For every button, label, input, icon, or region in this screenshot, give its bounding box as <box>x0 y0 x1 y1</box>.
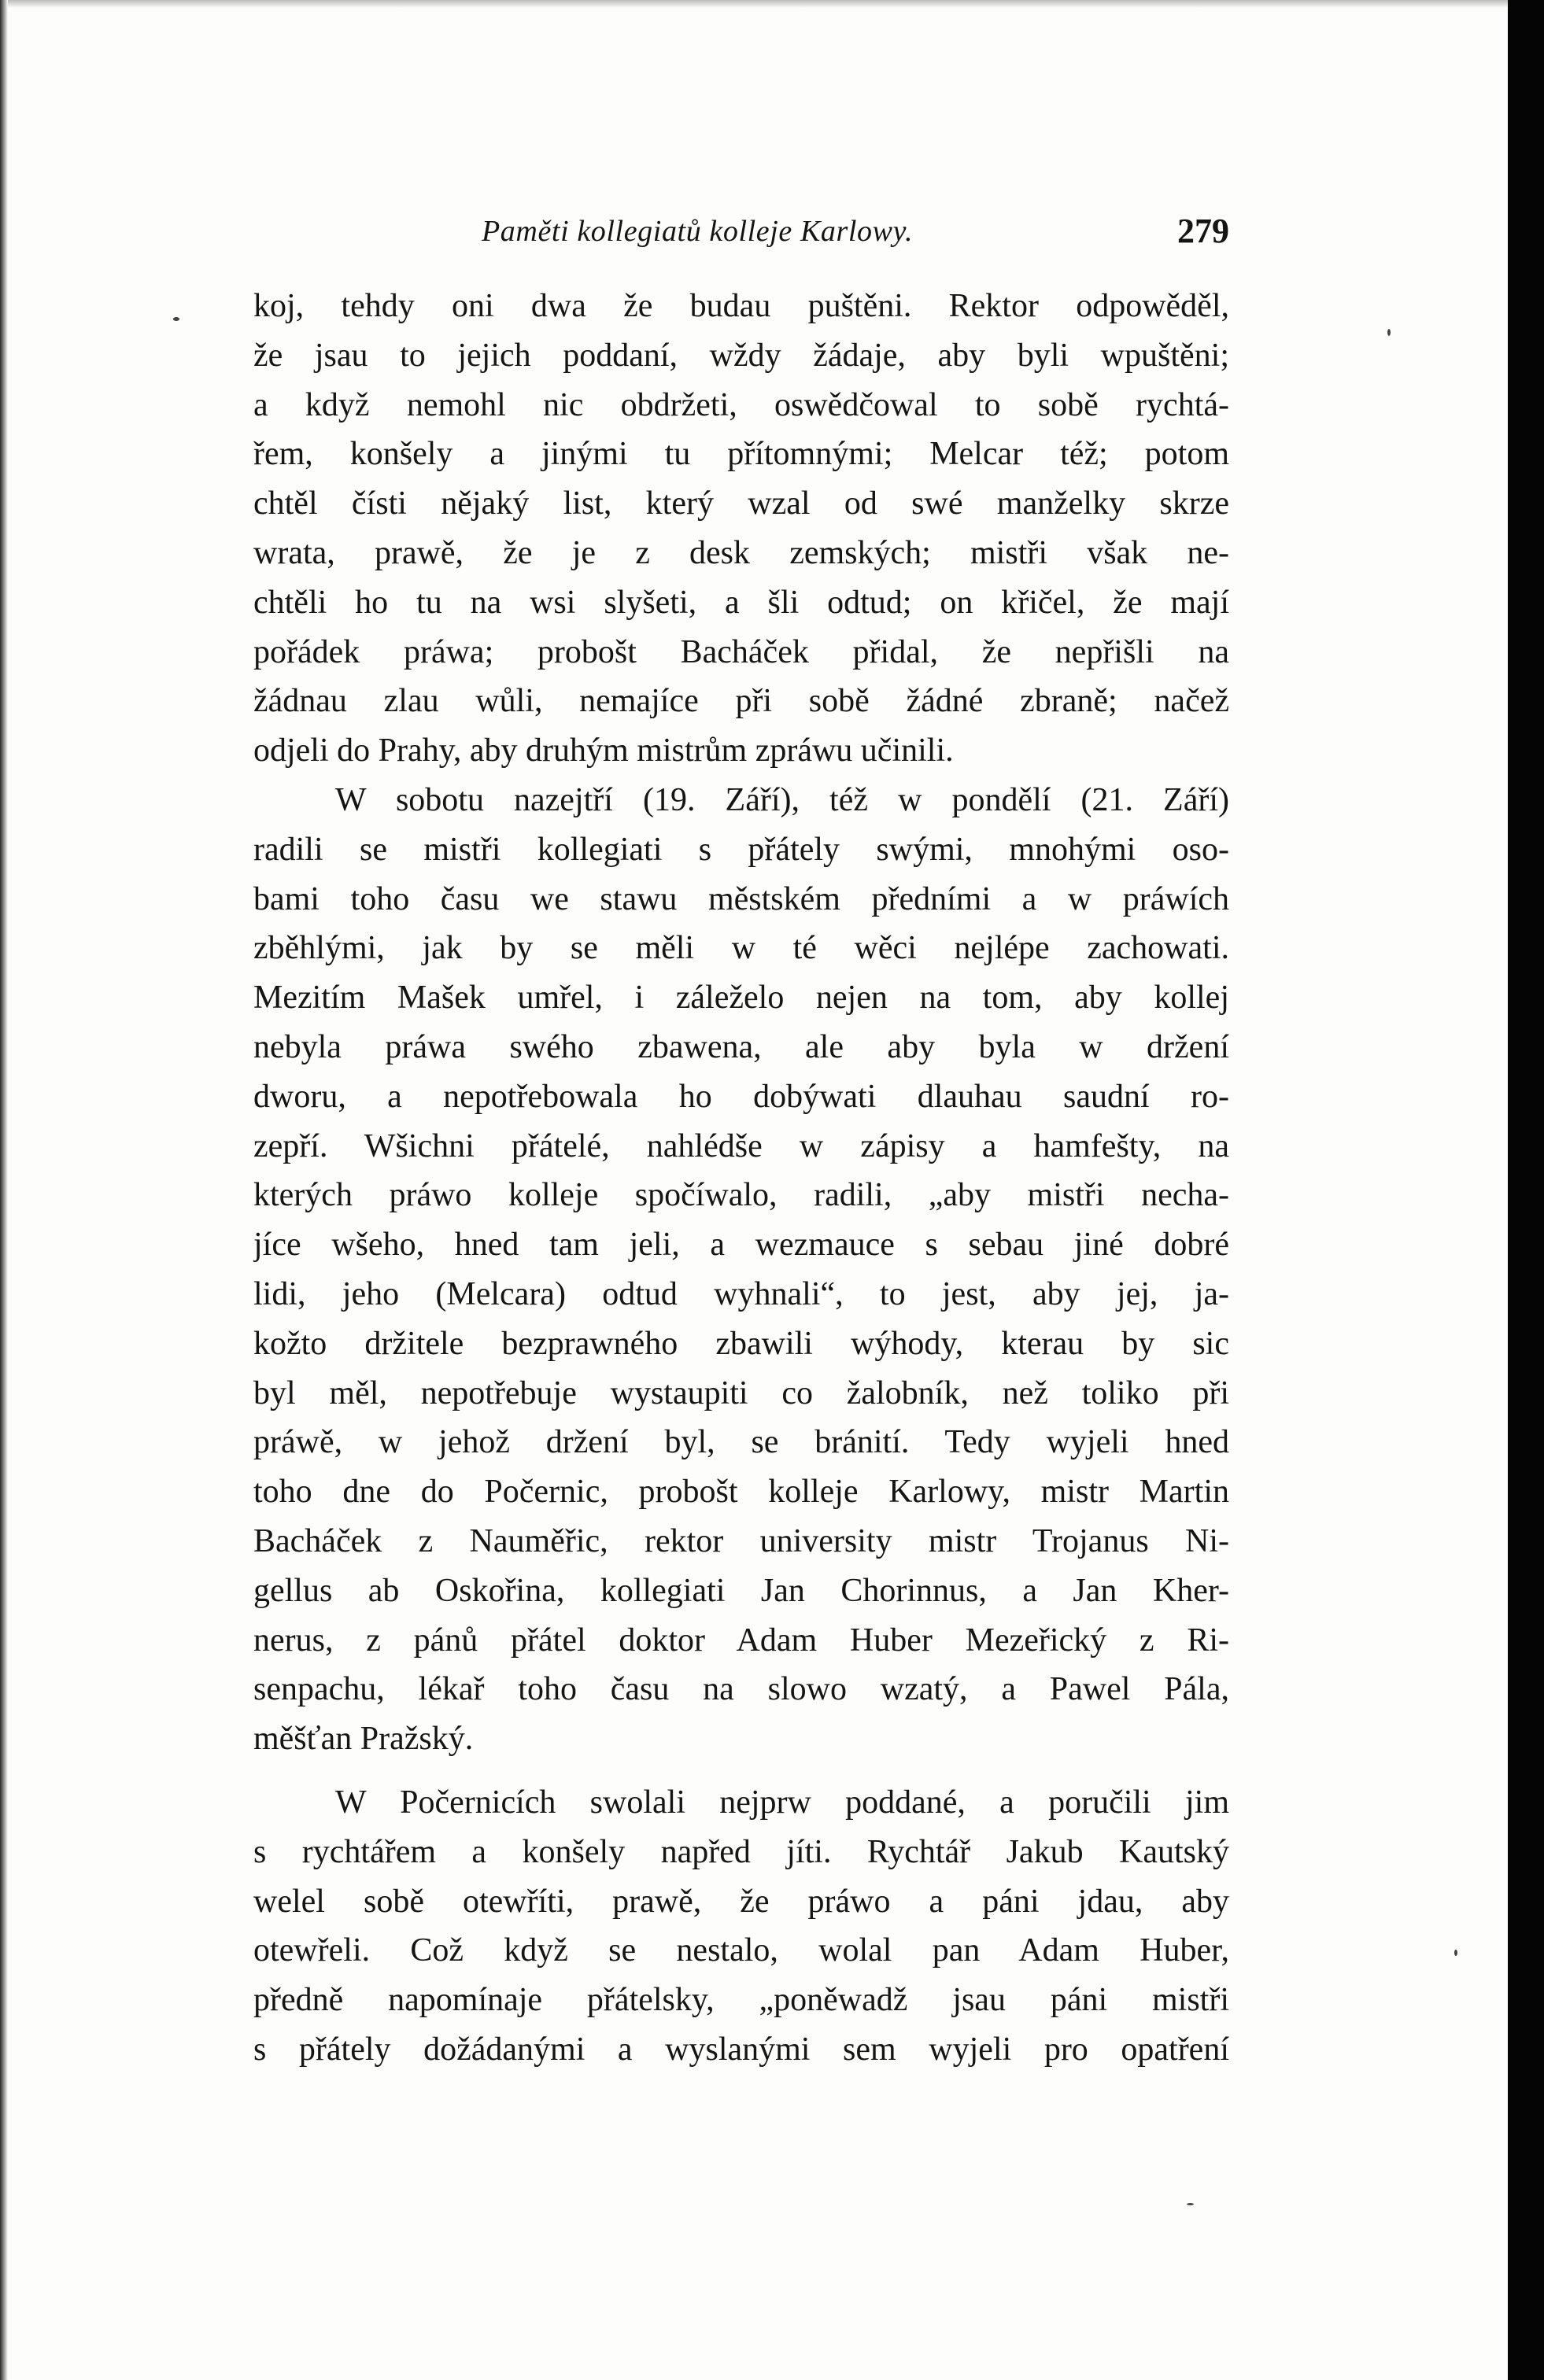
text-line: pořádek práwa; probošt Bacháček přidal, že nepřišli na <box>253 633 1229 670</box>
text-line: otewřeli. Což když se nestalo, wolal pan Adam Huber, <box>253 1932 1229 1969</box>
scan-speck <box>173 317 179 321</box>
running-title: Paměti kollegiatů kolleje Karlowy. <box>482 215 914 248</box>
text-line: dworu, a nepotřebowala ho dobýwati dlauhau saudní ro- <box>253 1078 1229 1115</box>
text-line: welel sobě otewříti, prawě, že práwo a páni jdau, aby <box>253 1883 1229 1920</box>
text-line: koj, tehdy oni dwa že budau puštěni. Rektor odpowěděl, <box>253 288 1229 324</box>
text-line: odjeli do Prahy, aby druhým mistrům zpráwu učinili. <box>253 732 954 769</box>
scan-edge-left <box>0 0 8 2380</box>
text-line: předně napomínaje přátelsky, „poněwadž jsau páni mistři <box>253 1982 1229 2019</box>
text-line: práwě, w jehož držení byl, se bránití. Tedy wyjeli hned <box>253 1424 1229 1461</box>
paragraph <box>253 282 1229 776</box>
text-line: chtěl čísti nějaký list, který wzal od swé manželky skrze <box>253 485 1229 522</box>
text-line: senpachu, lékař toho času na slowo wzatý, a Pawel Pála, <box>253 1671 1229 1708</box>
text-line: nerus, z pánů přátel doktor Adam Huber Mezeřický z Ri- <box>253 1622 1229 1659</box>
text-line: Bacháček z Nauměřic, rektor university mistr Trojanus Ni- <box>253 1522 1229 1559</box>
text-line: lidi, jeho (Melcara) odtud wyhnali“, to jest, aby jej, ja- <box>253 1275 1229 1312</box>
running-head <box>253 214 1229 263</box>
text-line: jíce wšeho, hned tam jeli, a wezmauce s sebau jiné dobré <box>253 1227 1229 1264</box>
text-line: chtěli ho tu na wsi slyšeti, a šli odtud; on křičel, že mají <box>253 584 1229 621</box>
text-line: zběhlými, jak by se měli w té wěci nejlépe zachowati. <box>253 930 1229 967</box>
text-line: zepří. Wšichni přátelé, nahlédše w zápisy a hamfešty, na <box>253 1127 1229 1164</box>
scan-speck <box>1387 329 1391 336</box>
paragraph-gap <box>253 1764 1229 1778</box>
text-line: W Počernicích swolali nejprw poddané, a poručili jim <box>335 1784 1229 1821</box>
paragraph <box>253 776 1229 1764</box>
text-line: řem, konšely a jinými tu přítomnými; Melcar též; potom <box>253 436 1229 473</box>
text-line: W sobotu nazejtří (19. Září), též w pondělí (21. Září) <box>335 781 1229 818</box>
scan-edge-top <box>0 0 1508 8</box>
paragraph <box>253 1778 1229 2075</box>
text-line: bami toho času we stawu městském předními a w práwích <box>253 880 1229 917</box>
text-line: žádnau zlau wůli, nemajíce při sobě žádné zbraně; načež <box>253 683 1229 720</box>
text-line: s přátely dožádanými a wyslanými sem wyjeli pro opatření <box>253 2031 1229 2068</box>
text-line: toho dne do Počernic, probošt kolleje Karlowy, mistr Martin <box>253 1474 1229 1511</box>
text-line: a když nemohl nic obdržeti, oswědčowal to sobě rychtá- <box>253 386 1229 423</box>
text-line: měšťan Pražský. <box>253 1721 474 1758</box>
scan-edge-right <box>1508 0 1544 2380</box>
page-number: 279 <box>1177 212 1229 250</box>
text-line: Mezitím Mašek umřel, i záleželo nejen na tom, aby kollej <box>253 980 1229 1017</box>
text-line: kterých práwo kolleje spočíwalo, radili, „aby mistři necha- <box>253 1177 1229 1214</box>
text-line: byl měl, nepotřebuje wystaupiti co žalobník, než toliko při <box>253 1374 1229 1411</box>
text-line: že jsau to jejich poddaní, wždy žádaje, aby byli wpuštěni; <box>253 337 1229 374</box>
text-line: kožto držitele bezprawného zbawili wýhody, kterau by sic <box>253 1325 1229 1362</box>
body-text <box>253 282 1229 2075</box>
text-line: radili se mistři kollegiati s přátely swými, mnohými oso- <box>253 831 1229 868</box>
scan-speck <box>1187 2203 1194 2205</box>
text-line: wrata, prawě, že je z desk zemských; mistři však ne- <box>253 534 1229 571</box>
text-line: gellus ab Oskořina, kollegiati Jan Chorinnus, a Jan Kher- <box>253 1572 1229 1609</box>
text-line: s rychtářem a konšely napřed jíti. Rychtář Jakub Kautský <box>253 1833 1229 1870</box>
text-line: nebyla práwa swého zbawena, ale aby byla w držení <box>253 1028 1229 1065</box>
scan-speck <box>1454 1950 1457 1956</box>
